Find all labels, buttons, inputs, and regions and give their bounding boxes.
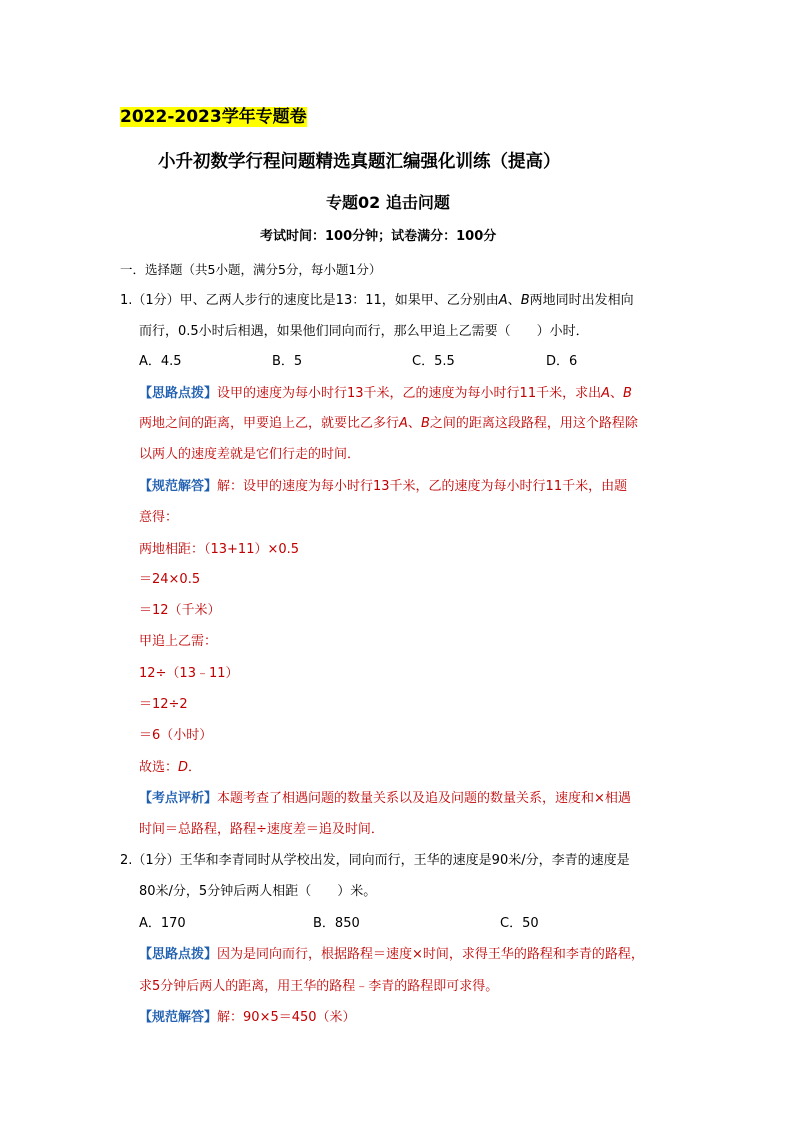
q1-line1-text-c: 两地同时出发相向 [529, 293, 634, 308]
q1-hint2-sep: 、 [407, 416, 421, 431]
q1-review-tag: 【考点评析】 [139, 791, 218, 806]
q1-hint-sep: 、 [610, 386, 624, 401]
q1-hint-point-b: B [623, 386, 632, 401]
year-heading [120, 106, 307, 128]
q2-line1: 2.（1分）王华和李青同时从学校出发，同向而行，王华的速度是90米/分，李青的速度是 [120, 853, 630, 868]
q2-line2: 80米/分，5分钟后两人相距（ ）米。 [139, 884, 377, 899]
q1-answer-label: 故选： [139, 760, 179, 775]
q1-solution-line2: 意得： [139, 510, 179, 525]
q2-solution-text1: 90×5＝450（米） [243, 1010, 356, 1025]
q1-answer-end: ． [188, 760, 202, 775]
q2-solution-line1 [139, 1010, 356, 1026]
q1-line1-text-a: 1.（1分）甲、乙两人步行的速度比是13：11，如果甲、乙分别由 [120, 293, 499, 308]
q2-option-b: B．850 [313, 916, 360, 931]
section-heading: 一．选择题（共5小题，满分5分，每小题1分） [120, 262, 382, 277]
q1-option-c: C．5.5 [412, 354, 455, 369]
q2-solution-tag: 【规范解答】 [139, 1010, 218, 1025]
q1-option-a: A．4.5 [139, 354, 182, 369]
q1-line2: 而行，0.5小时后相遇，如果他们同向而行，那么甲追上乙需要（ ）小时． [139, 324, 589, 339]
q1-hint-tag: 【思路点拨】 [139, 386, 218, 401]
document-subtitle: 专题02 追击问题 [326, 193, 450, 212]
q2-solution-label: 解： [217, 1010, 244, 1025]
q2-option-a: A．170 [139, 916, 186, 931]
q2-option-c: C．50 [500, 916, 539, 931]
q1-hint-point-a: A [601, 386, 611, 401]
q1-hint-line2 [139, 416, 638, 432]
q1-step6: ＝12÷2 [139, 697, 188, 712]
q1-answer-choice: D [178, 760, 189, 775]
q2-hint-tag: 【思路点拨】 [139, 947, 218, 962]
q1-step1: 两地相距：（13+11）×0.5 [139, 542, 300, 557]
q1-step4: 甲追上乙需： [139, 634, 218, 649]
q1-review-text1: 本题考查了相遇问题的数量关系以及追及问题的数量关系，速度和×相遇 [217, 791, 631, 806]
q1-step2: ＝24×0.5 [139, 572, 201, 587]
year-highlight: 2022-2023 [120, 107, 222, 127]
q1-answer [139, 760, 201, 776]
q1-solution-line1 [139, 479, 627, 495]
q1-hint2-point-a: A [399, 416, 408, 431]
q1-solution-tag: 【规范解答】 [139, 479, 218, 494]
q2-hint-line2: 求5分钟后两人的距离，用王华的路程﹣李青的路程即可求得。 [139, 979, 499, 994]
q1-review-line2: 时间＝总路程，路程÷速度差＝追及时间． [139, 822, 384, 837]
q1-hint-text2b: 之间的距离这段路程，用这个路程除 [429, 416, 638, 431]
q1-step5: 12÷（13﹣11） [139, 666, 239, 681]
q1-review-line1 [139, 791, 631, 807]
q1-hint-text1: 设甲的速度为每小时行13千米，乙的速度为每小时行11千米，求出 [217, 386, 602, 401]
q1-solution-text1: 解：设甲的速度为每小时行13千米，乙的速度为每小时行11千米，由题 [217, 479, 628, 494]
q1-point-a: A [498, 293, 508, 308]
q1-option-d: D．6 [546, 354, 578, 369]
q1-line1 [120, 293, 634, 309]
q2-hint-text1: 因为是同向而行，根据路程＝速度×时间，求得王华的路程和李青的路程， [217, 947, 644, 962]
q1-hint-text2: 两地之间的距离，甲要追上乙，就要比乙多行 [139, 416, 400, 431]
q1-step3: ＝12（千米） [139, 603, 221, 618]
q1-hint2-point-b: B [420, 416, 430, 431]
q1-option-b: B．5 [272, 354, 303, 369]
q1-hint-line1 [139, 386, 632, 402]
q2-hint-line1 [139, 947, 644, 963]
document-title: 小升初数学行程问题精选真题汇编强化训练（提高） [158, 152, 561, 172]
q1-hint-line3: 以两人的速度差就是它们行走的时间． [139, 447, 361, 462]
year-rest: 学年专题卷 [221, 107, 307, 127]
exam-info: 考试时间：100分钟；试卷满分：100分 [260, 229, 497, 244]
q1-sep: 、 [507, 293, 521, 308]
q1-step7: ＝6（小时） [139, 728, 213, 743]
q1-point-b: B [520, 293, 530, 308]
